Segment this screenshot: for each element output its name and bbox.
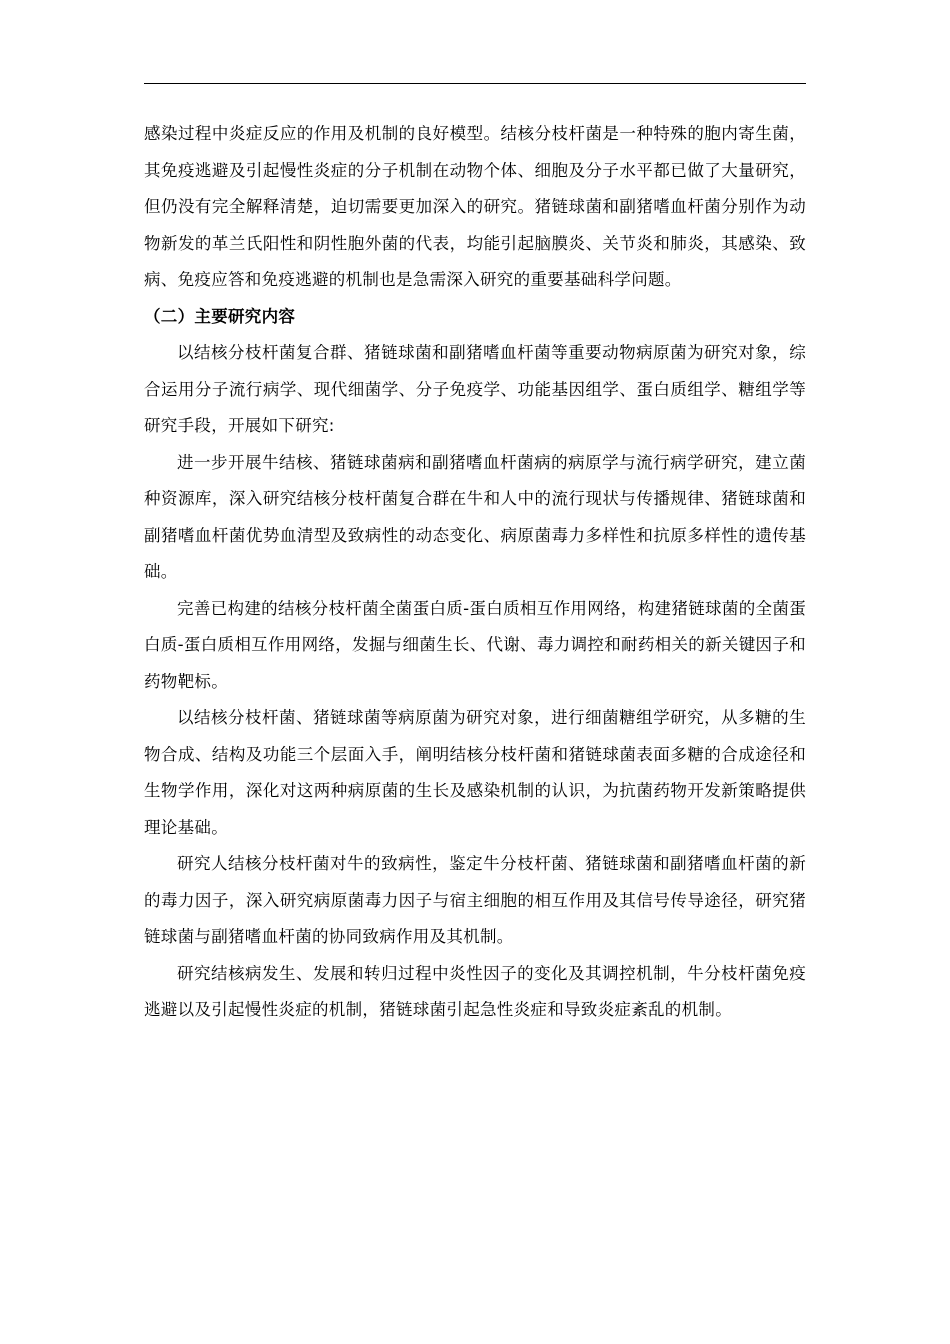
header-rule [144,83,806,84]
section-heading: （二）主要研究内容 [144,306,296,326]
paragraph-protein-network: 完善已构建的结核分枝杆菌全菌蛋白质-蛋白质相互作用网络，构建猪链球菌的全菌蛋白质-蛋白质相互作用网络，发掘与细菌生长、代谢、毒力调控和耐药相关的新关键因子和药物靶标。 [144,598,806,691]
paragraph-virulence: 研究人结核分枝杆菌对牛的致病性，鉴定牛分枝杆菌、猪链球菌和副猪嗜血杆菌的新的毒力因子，深入研究病原菌毒力因子与宿主细胞的相互作用及其信号传导途径，研究猪链球菌与副猪嗜血杆菌的协同致病作用及其机制。 [144,854,806,946]
paragraph-inflammation: 研究结核病发生、发展和转归过程中炎性因子的变化及其调控机制，牛分枝杆菌免疫逃避以及引起慢性炎症的机制，猪链球菌引起急性炎症和导致炎症紊乱的机制。 [144,963,806,1019]
document-body [144,116,806,1029]
paragraph-glycomics: 以结核分枝杆菌、猪链球菌等病原菌为研究对象，进行细菌糖组学研究，从多糖的生物合成、结构及功能三个层面入手，阐明结核分枝杆菌和猪链球菌表面多糖的合成途径和生物学作用，深化对这两种病原菌的生长及感染机制的认识，为抗菌药物开发新策略提供理论基础。 [144,708,806,837]
paragraph-epidemiology: 进一步开展牛结核、猪链球菌病和副猪嗜血杆菌病的病原学与流行病学研究，建立菌种资源库，深入研究结核分枝杆菌复合群在牛和人中的流行现状与传播规律、猪链球菌和副猪嗜血杆菌优势血清型及致病性的动态变化、病原菌毒力多样性和抗原多样性的遗传基础。 [144,452,806,581]
intro-paragraph: 感染过程中炎症反应的作用及机制的良好模型。结核分枝杆菌是一种特殊的胞内寄生菌，其免疫逃避及引起慢性炎症的分子机制在动物个体、细胞及分子水平都已做了大量研究，但仍没有完全解释清楚，迫切需要更加深入的研究。猪链球菌和副猪嗜血杆菌分别作为动物新发的革兰氏阳性和阴性胞外菌的代表，均能引起脑膜炎、关节炎和肺炎，其感染、致病、免疫应答和免疫逃避的机制也是急需深入研究的重要基础科学问题。 [144,124,806,289]
paragraph-overview: 以结核分枝杆菌复合群、猪链球菌和副猪嗜血杆菌等重要动物病原菌为研究对象，综合运用分子流行病学、现代细菌学、分子免疫学、功能基因组学、蛋白质组学、糖组学等研究手段，开展如下研究: [144,343,806,435]
